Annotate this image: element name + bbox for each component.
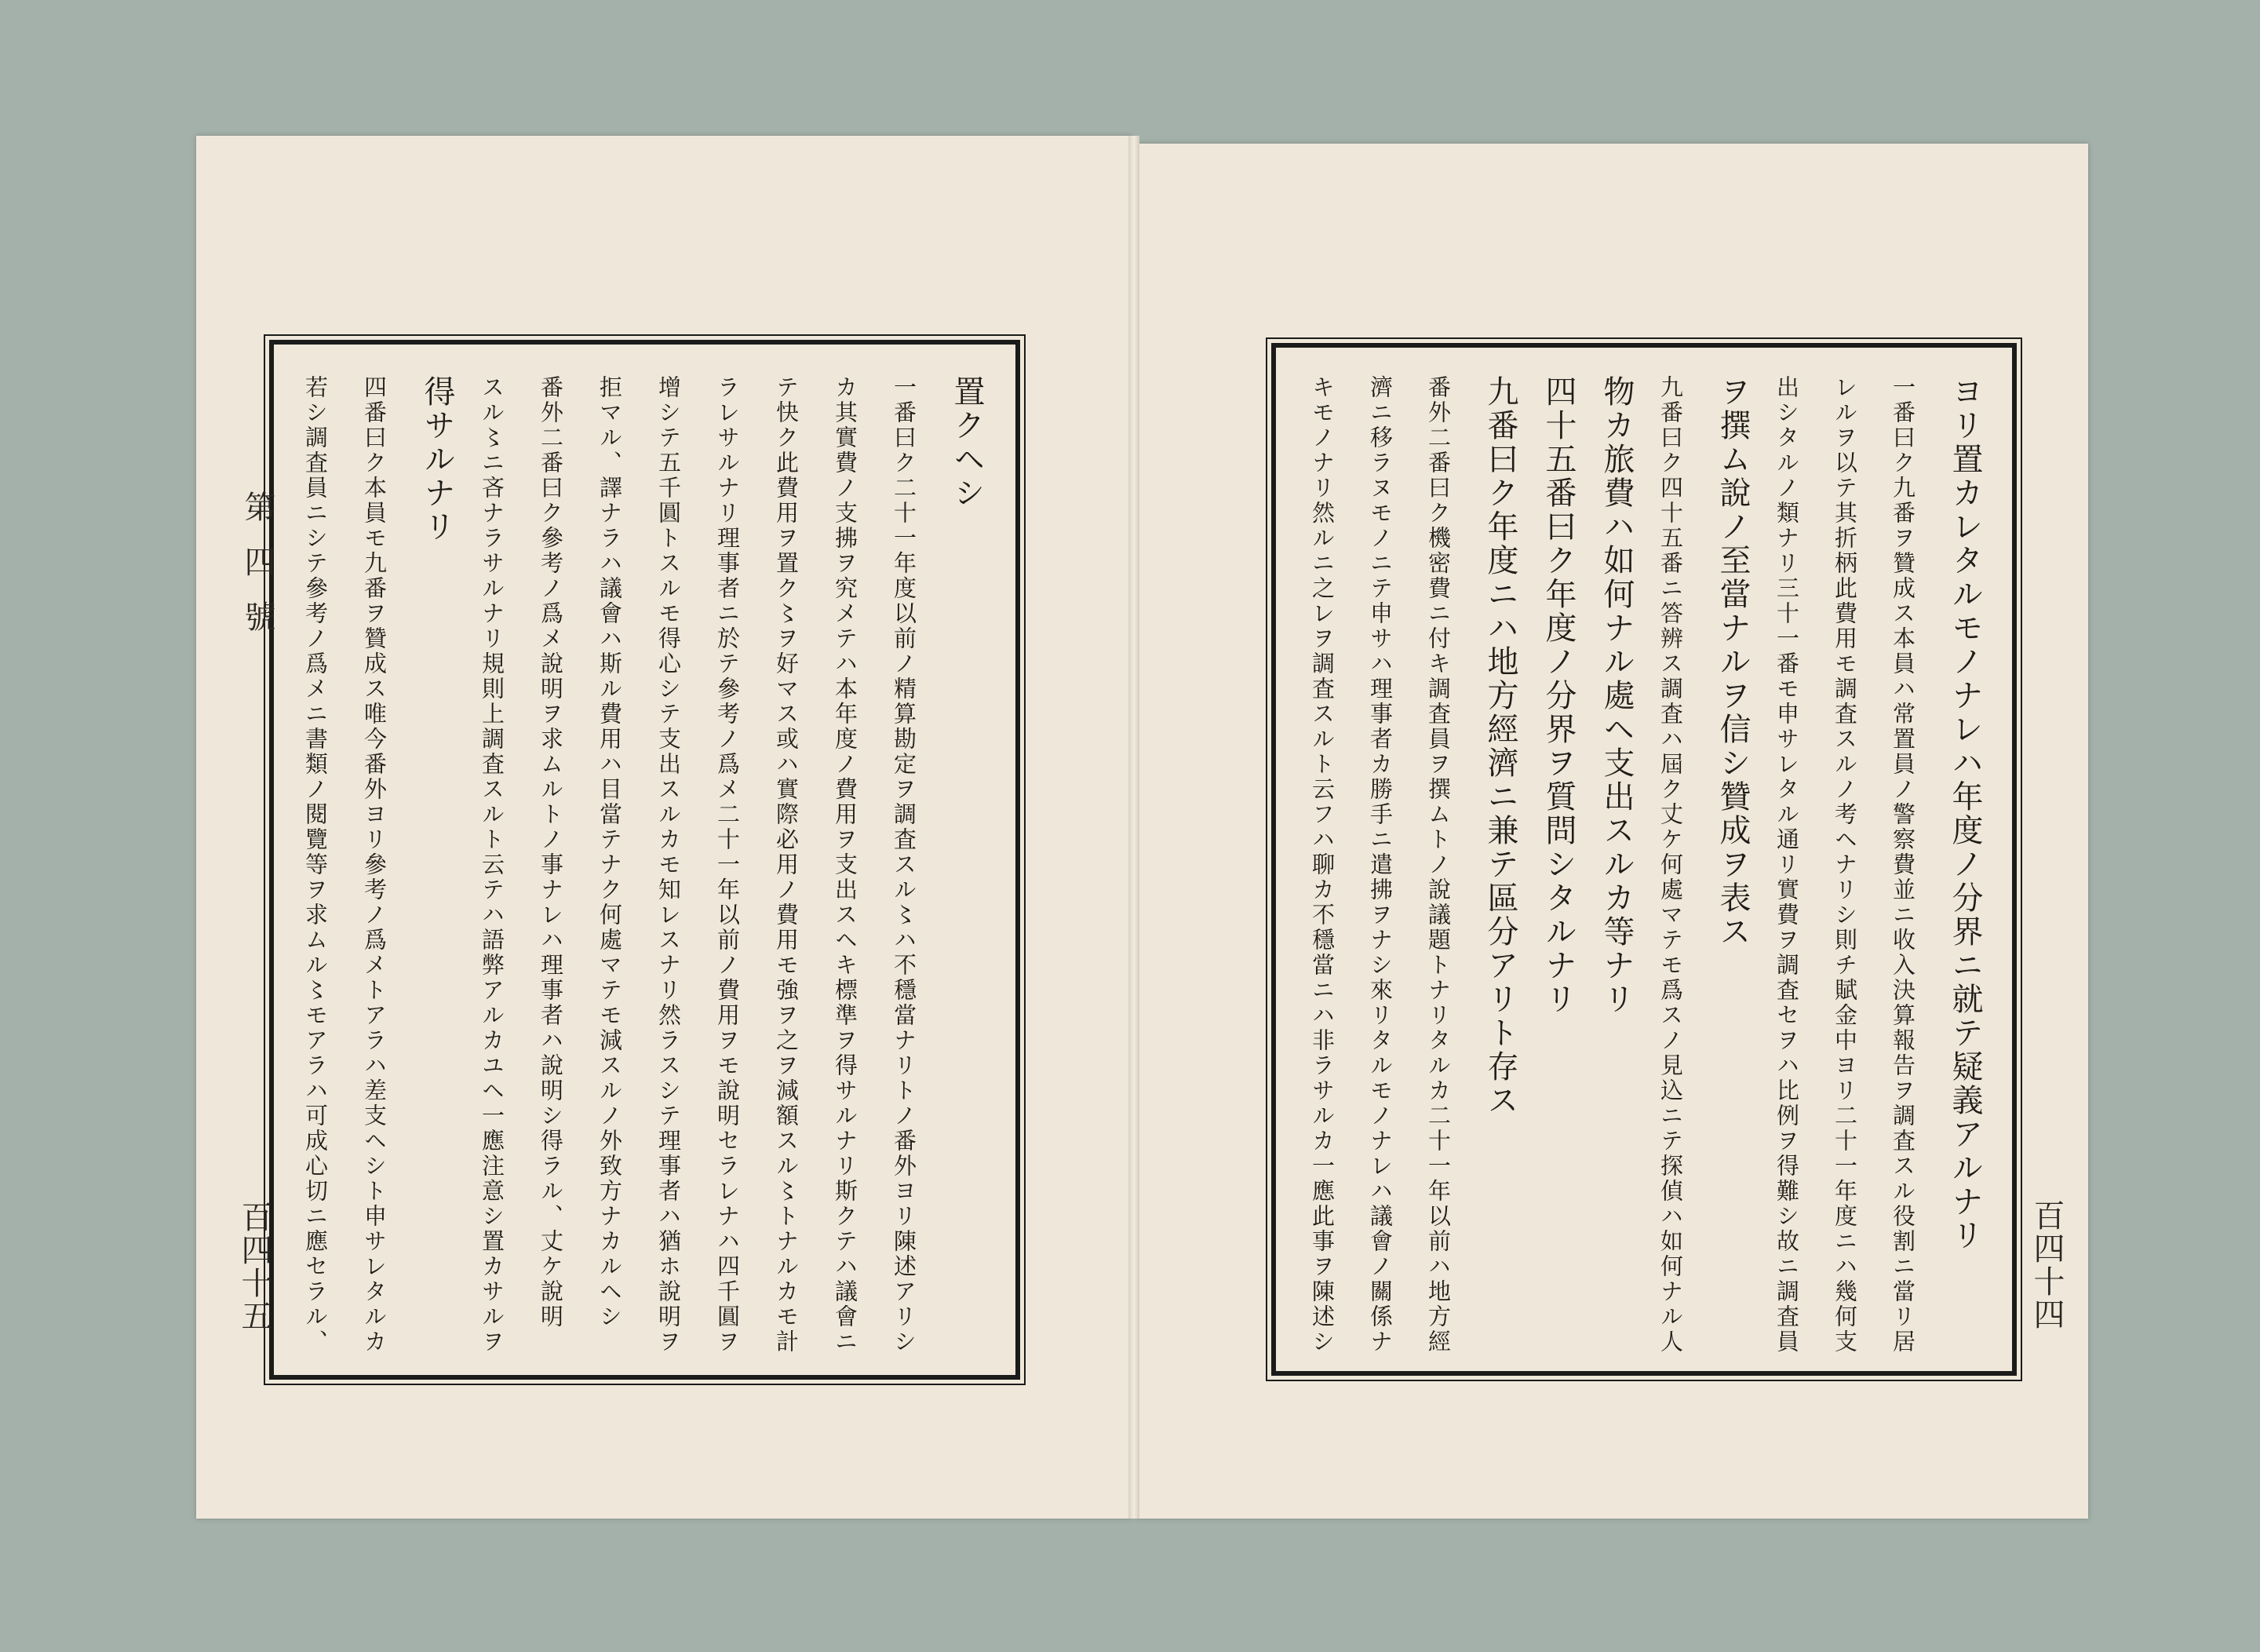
- text-column: 九番曰ク年度ニハ地方經濟ニ兼テ區分アリト存ス: [1482, 375, 1518, 1118]
- text-column: 濟ニ移ラヌモノニテ申サハ理事者カ勝手ニ遣拂ヲナシ來リタルモノナレハ議會ノ關係ナ: [1367, 375, 1394, 1355]
- text-column: 若シ調査員ニシテ參考ノ爲メニ書類ノ閱覽等ヲ求ムル〻モアラハ可成心切ニ應セラル、: [302, 375, 329, 1355]
- text-column: 得サルナリ: [419, 375, 455, 544]
- text-column: 四十五番曰ク年度ノ分界ヲ質問シタルナリ: [1540, 375, 1577, 1016]
- text-column: 四番曰ク本員モ九番ヲ贊成ス唯今番外ヨリ參考ノ爲メトアラハ差支ヘシト申サレタルカ: [361, 375, 388, 1355]
- text-column: キモノナリ然ルニ之レヲ調査スルト云フハ聊カ不穩當ニハ非ラサルカ一應此事ヲ陳述シ: [1309, 375, 1336, 1355]
- text-column: テ快ク此費用ヲ置ク〻ヲ好マス或ハ實際必用ノ費用モ強ヲ之ヲ減額スル〻トナルカモ計: [773, 375, 800, 1355]
- right-page-number: 百四十四: [2029, 1199, 2065, 1331]
- text-column: 九番曰ク四十五番ニ答辨ス調査ハ屆ク丈ケ何處マテモ爲スノ見込ニテ探偵ハ如何ナル人: [1657, 375, 1684, 1355]
- text-column: ラレサルナリ理事者ニ於テ參考ノ爲メ二十一年以前ノ費用ヲモ說明セラレナハ四千圓ヲ: [714, 375, 741, 1355]
- text-column: ヨリ置カレタルモノナレハ年度ノ分界ニ就テ疑義アルナリ: [1947, 375, 1983, 1253]
- text-column: 出シタルノ類ナリ三十一番モ申サレタル通リ實費ヲ調査セヲハ比例ヲ得難シ故ニ調査員: [1773, 375, 1800, 1355]
- text-column: レルヲ以テ其折柄此費用モ調査スルノ考ヘナリシ則チ賦金中ヨリ二十一年度ニハ幾何支: [1832, 375, 1858, 1355]
- text-column: 物カ旅費ハ如何ナル處ヘ支出スルカ等ナリ: [1598, 375, 1635, 1016]
- issue-number: 第四號: [239, 490, 275, 655]
- text-column: 番外二番曰ク機密費ニ付キ調査員ヲ撰ムトノ說議題トナリタルカ二十一年以前ハ地方經: [1425, 375, 1452, 1355]
- text-column: 一番曰ク二十一年度以前ノ精算勘定ヲ調査スル〻ハ不穩當ナリトノ番外ヨリ陳述アリシ: [891, 375, 917, 1355]
- text-column: 一番曰ク九番ヲ贊成ス本員ハ常置員ノ警察費並ニ收入決算報告ヲ調査スル役割ニ當リ居: [1890, 375, 1916, 1355]
- text-column: カ其實費ノ支拂ヲ究メテハ本年度ノ費用ヲ支出スヘキ標準ヲ得サルナリ斯クテハ議會ニ: [832, 375, 858, 1355]
- left-page-number: 百四十五: [236, 1201, 272, 1333]
- text-column: 置クヘシ: [949, 375, 985, 510]
- text-column: 拒マル、譯ナラハ議會ハ斯ル費用ハ目當テナク何處マテモ減スルノ外致方ナカルヘシ: [596, 375, 623, 1329]
- text-column: 增シテ五千圓トスルモ得心シテ支出スルカモ知レスナリ然ラスシテ理事者ハ猶ホ說明ヲ: [655, 375, 682, 1355]
- text-column: スル〻ニ吝ナラサルナリ規則上調査スルト云テハ語弊アルカユヘ一應注意シ置カサルヲ: [479, 375, 505, 1355]
- text-column: ヲ撰ム說ノ至當ナルヲ信シ贊成ヲ表ス: [1715, 375, 1751, 949]
- book-gutter: [1128, 136, 1139, 1519]
- text-column: 番外二番曰ク參考ノ爲メ說明ヲ求ムルトノ事ナレハ理事者ハ說明シ得ラル、丈ケ說明: [538, 375, 564, 1329]
